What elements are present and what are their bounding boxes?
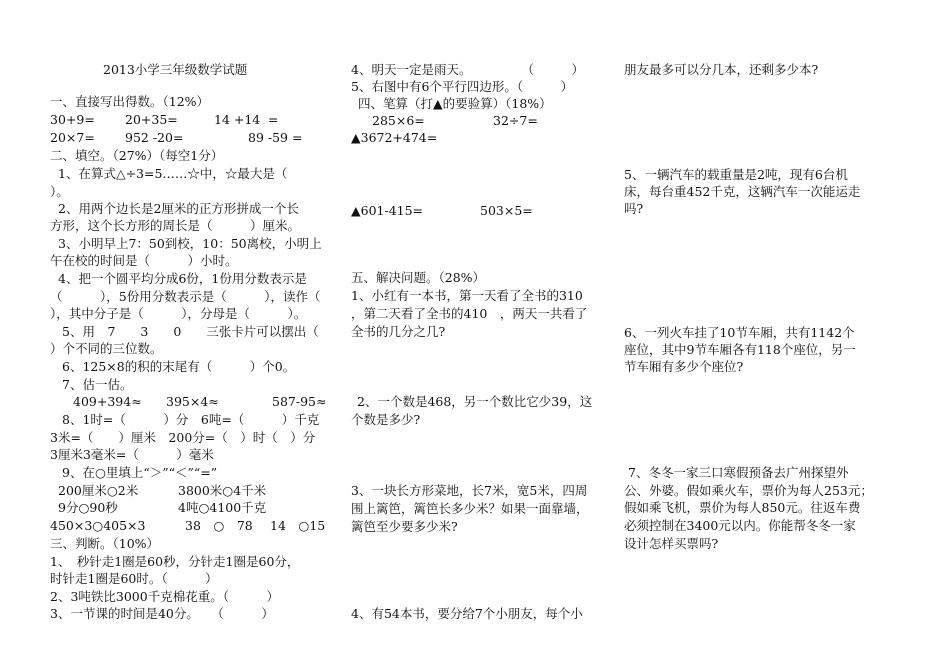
problem-text: 必须控制在3400元以内。你能帮冬冬一家 xyxy=(624,518,856,533)
problem-text: 公、外婆。假如乘火车，票价为每人253元； xyxy=(624,483,873,498)
compare-item: 38 ○ 78 xyxy=(185,518,253,533)
question-text: 6、125×8的积的末尾有（ ）个0。 xyxy=(62,359,296,374)
problem-text: 床，每台重452千克，这辆汽车一次能运走 xyxy=(624,184,861,199)
estimate-item: 409+394≈ xyxy=(73,394,142,409)
question-text: ），其中分子是（ ），分母是（ ）。 xyxy=(50,306,307,321)
question-text: 8、1时=（ ）分 6吨=（ ）千克 xyxy=(62,412,320,427)
problem-text: ，第二天看了全书的410 ，两天一共看了 xyxy=(351,306,588,321)
calc-item: 952 -20= xyxy=(125,130,184,145)
estimate-item: 395×4≈ xyxy=(166,394,219,409)
problem-text: 设计怎样买票吗? xyxy=(624,536,719,551)
calc-item: 14 +14 xyxy=(214,112,261,127)
compare-item: 14 ○15 xyxy=(270,518,326,533)
problem-text: 7、冬冬一家三口寒假预备去广州探望外 xyxy=(628,465,849,480)
question-text: 3米=（ ）厘米 200分=（ ）时（ ）分 xyxy=(50,430,316,445)
written-calc-item: ▲3672+474= xyxy=(351,130,438,145)
calc-item: 30+9= xyxy=(50,112,95,127)
judge-item: 2、3吨铁比3000千克棉花重。（ ） xyxy=(50,589,279,604)
section-1-heading: 一、直接写出得数。（12%） xyxy=(50,94,210,109)
question-text: 4、把一个圆平均分成6份，1份用分数表示是 xyxy=(58,271,307,286)
problem-text: 6、一列火车挂了10节车厢，共有1142个 xyxy=(624,325,855,340)
written-calc-item: 285×6= xyxy=(372,113,425,128)
section-2-heading: 二、填空。（27%）（每空1分） xyxy=(50,148,224,163)
problem-text: 1、小红有一本书，第一天看了全书的310 xyxy=(351,288,583,303)
problem-text: 吗? xyxy=(624,201,644,216)
judge-item: 4、明天一定是雨天。 （ ） xyxy=(351,62,584,77)
problem-text: 假如乘飞机，票价为每人850元。往返车费 xyxy=(624,500,861,515)
question-text: ）个不同的三位数。 xyxy=(50,341,163,356)
question-text: （ ），5份用分数表示是（ ），读作（ xyxy=(50,289,321,304)
question-text: 3厘米3毫米=（ ）毫米 xyxy=(50,447,214,462)
calc-item: = xyxy=(268,112,279,127)
compare-item: 9分○90秒 xyxy=(58,500,118,515)
problem-text: 2、一个数是468，另一个数比它少39，这 xyxy=(357,394,593,409)
judge-item: 3、一节课的时间是40分。 （ ） xyxy=(50,606,274,621)
problem-text: 篱笆至少要多少米? xyxy=(351,519,458,534)
question-text: 方形，这个长方形的周长是（ ）厘米。 xyxy=(50,218,301,233)
problem-text: 4、有54本书，要分给7个小朋友，每个小 xyxy=(351,606,583,621)
compare-item: 4吨○4100千克 xyxy=(178,500,267,515)
question-text: 3、小明早上7：50到校，10：50离校，小明上 xyxy=(58,236,322,251)
section-3-heading: 三、判断。（10%） xyxy=(50,536,160,551)
calc-item: 89 -59 = xyxy=(248,130,303,145)
problem-text: 节车厢有多少个座位? xyxy=(624,359,744,374)
question-text: 5、用 7 3 0 三张卡片可以摆出（ xyxy=(62,324,319,339)
calc-item: 20×7= xyxy=(50,130,95,145)
compare-item: 3800米○4千米 xyxy=(178,483,267,498)
question-text: 1、在算式△÷3=5……☆中，☆最大是（ xyxy=(58,166,288,181)
written-calc-item: ▲601-415= xyxy=(351,203,424,218)
calc-item: 20+35= xyxy=(125,112,178,127)
question-text: 2、用两个边长是2厘米的正方形拼成一个长 xyxy=(58,201,299,216)
written-calc-item: 32÷7= xyxy=(493,113,538,128)
question-text: 7、估一估。 xyxy=(62,377,133,392)
problem-text: 座位，其中9节车厢各有118个座位，另一 xyxy=(624,342,856,357)
problem-text: 朋友最多可以分几本，还剩多少本? xyxy=(624,62,819,77)
question-text: 午在校的时间是（ ）小时。 xyxy=(50,253,238,268)
judge-item: 1、 秒针走1圈是60秒，分针走1圈是60分， xyxy=(50,554,300,569)
problem-text: 围上篱笆，篱笆长多少米？如果一面靠墙， xyxy=(351,501,589,516)
judge-item: 5、右图中有6个平行四边形。（ ） xyxy=(351,79,574,94)
problem-text: 全书的几分之几? xyxy=(351,324,446,339)
judge-item: 时针走1圈是60时。（ ） xyxy=(50,571,218,586)
problem-text: 5、一辆汽车的载重量是2吨，现有6台机 xyxy=(624,167,848,182)
problem-text: 3、一块长方形菜地，长7米，宽5米，四周 xyxy=(351,483,588,498)
question-text: ）。 xyxy=(50,184,69,199)
section-5-heading: 五、解决问题。（28%） xyxy=(351,270,486,285)
estimate-item: 587-95≈ xyxy=(272,394,327,409)
compare-item: 450×3○405×3 xyxy=(50,518,146,533)
written-calc-item: 503×5= xyxy=(480,203,533,218)
exam-title: 2013小学三年级数学试题 xyxy=(103,62,248,77)
problem-text: 个数是多少? xyxy=(351,412,421,427)
compare-item: 200厘米○2米 xyxy=(58,483,139,498)
section-4-heading: 四、笔算（打▲的要验算）（18%） xyxy=(358,96,552,111)
question-text: 9、在○里填上“＞”“＜”“=” xyxy=(62,465,218,480)
